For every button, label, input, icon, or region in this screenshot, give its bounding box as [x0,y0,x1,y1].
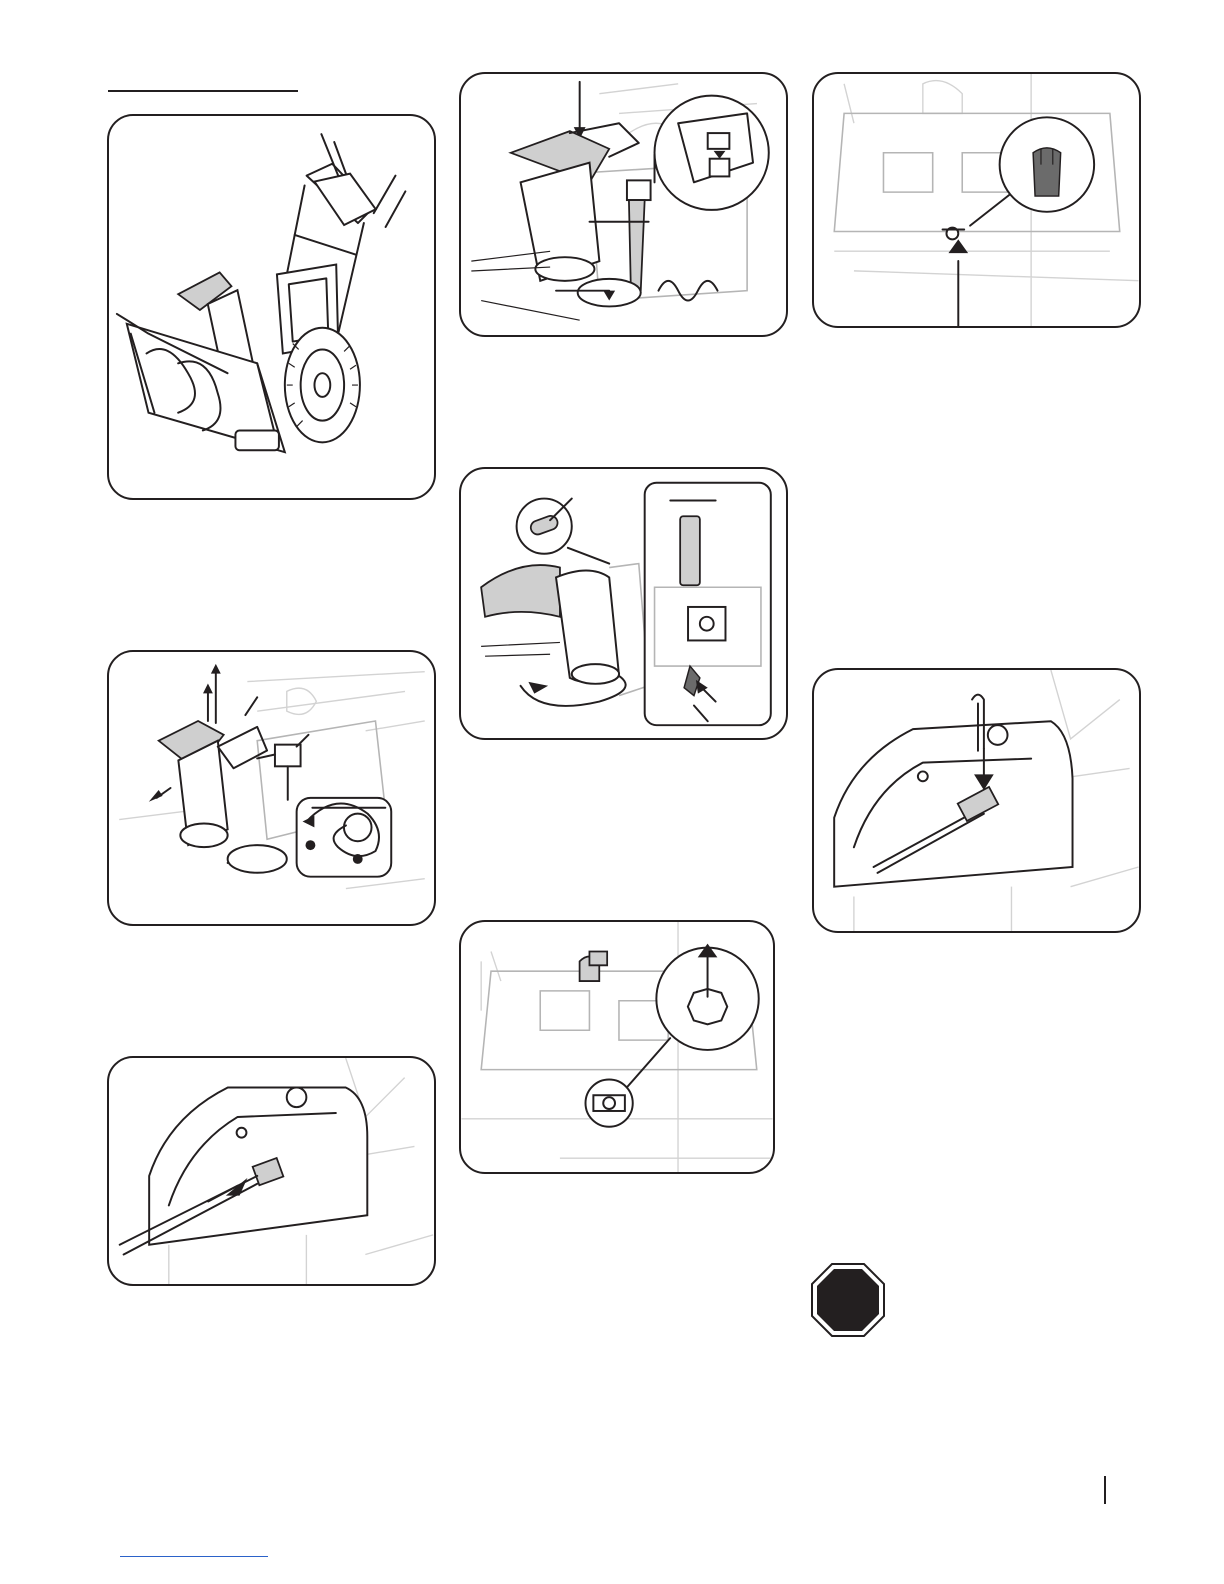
chute-rotate-illustration-icon [461,469,786,738]
stop-sign-icon [810,1262,886,1338]
dash-bushing-illustration-icon [814,74,1139,326]
hairpin-clip-illustration-icon [814,670,1139,931]
hairpin-clip-figure [812,668,1141,933]
chute-rotate-figure [459,467,788,740]
section-heading-rule [108,90,298,92]
snowblower-illustration-icon [109,116,434,498]
chute-removal-illustration-icon [109,652,434,924]
dash-bushing-install-figure [812,72,1141,328]
shift-rod-illustration-icon [109,1058,434,1284]
chute-removal-figure [107,650,436,926]
page-number-divider [1104,1476,1106,1504]
footer-link-underline[interactable] [120,1556,268,1557]
dash-bushing-illustration-icon [461,922,773,1172]
chute-install-figure [459,72,788,337]
dash-bushing-remove-figure [459,920,775,1174]
chute-install-illustration-icon [461,74,786,335]
shift-rod-insert-figure [107,1056,436,1286]
snowblower-overview-figure [107,114,436,500]
